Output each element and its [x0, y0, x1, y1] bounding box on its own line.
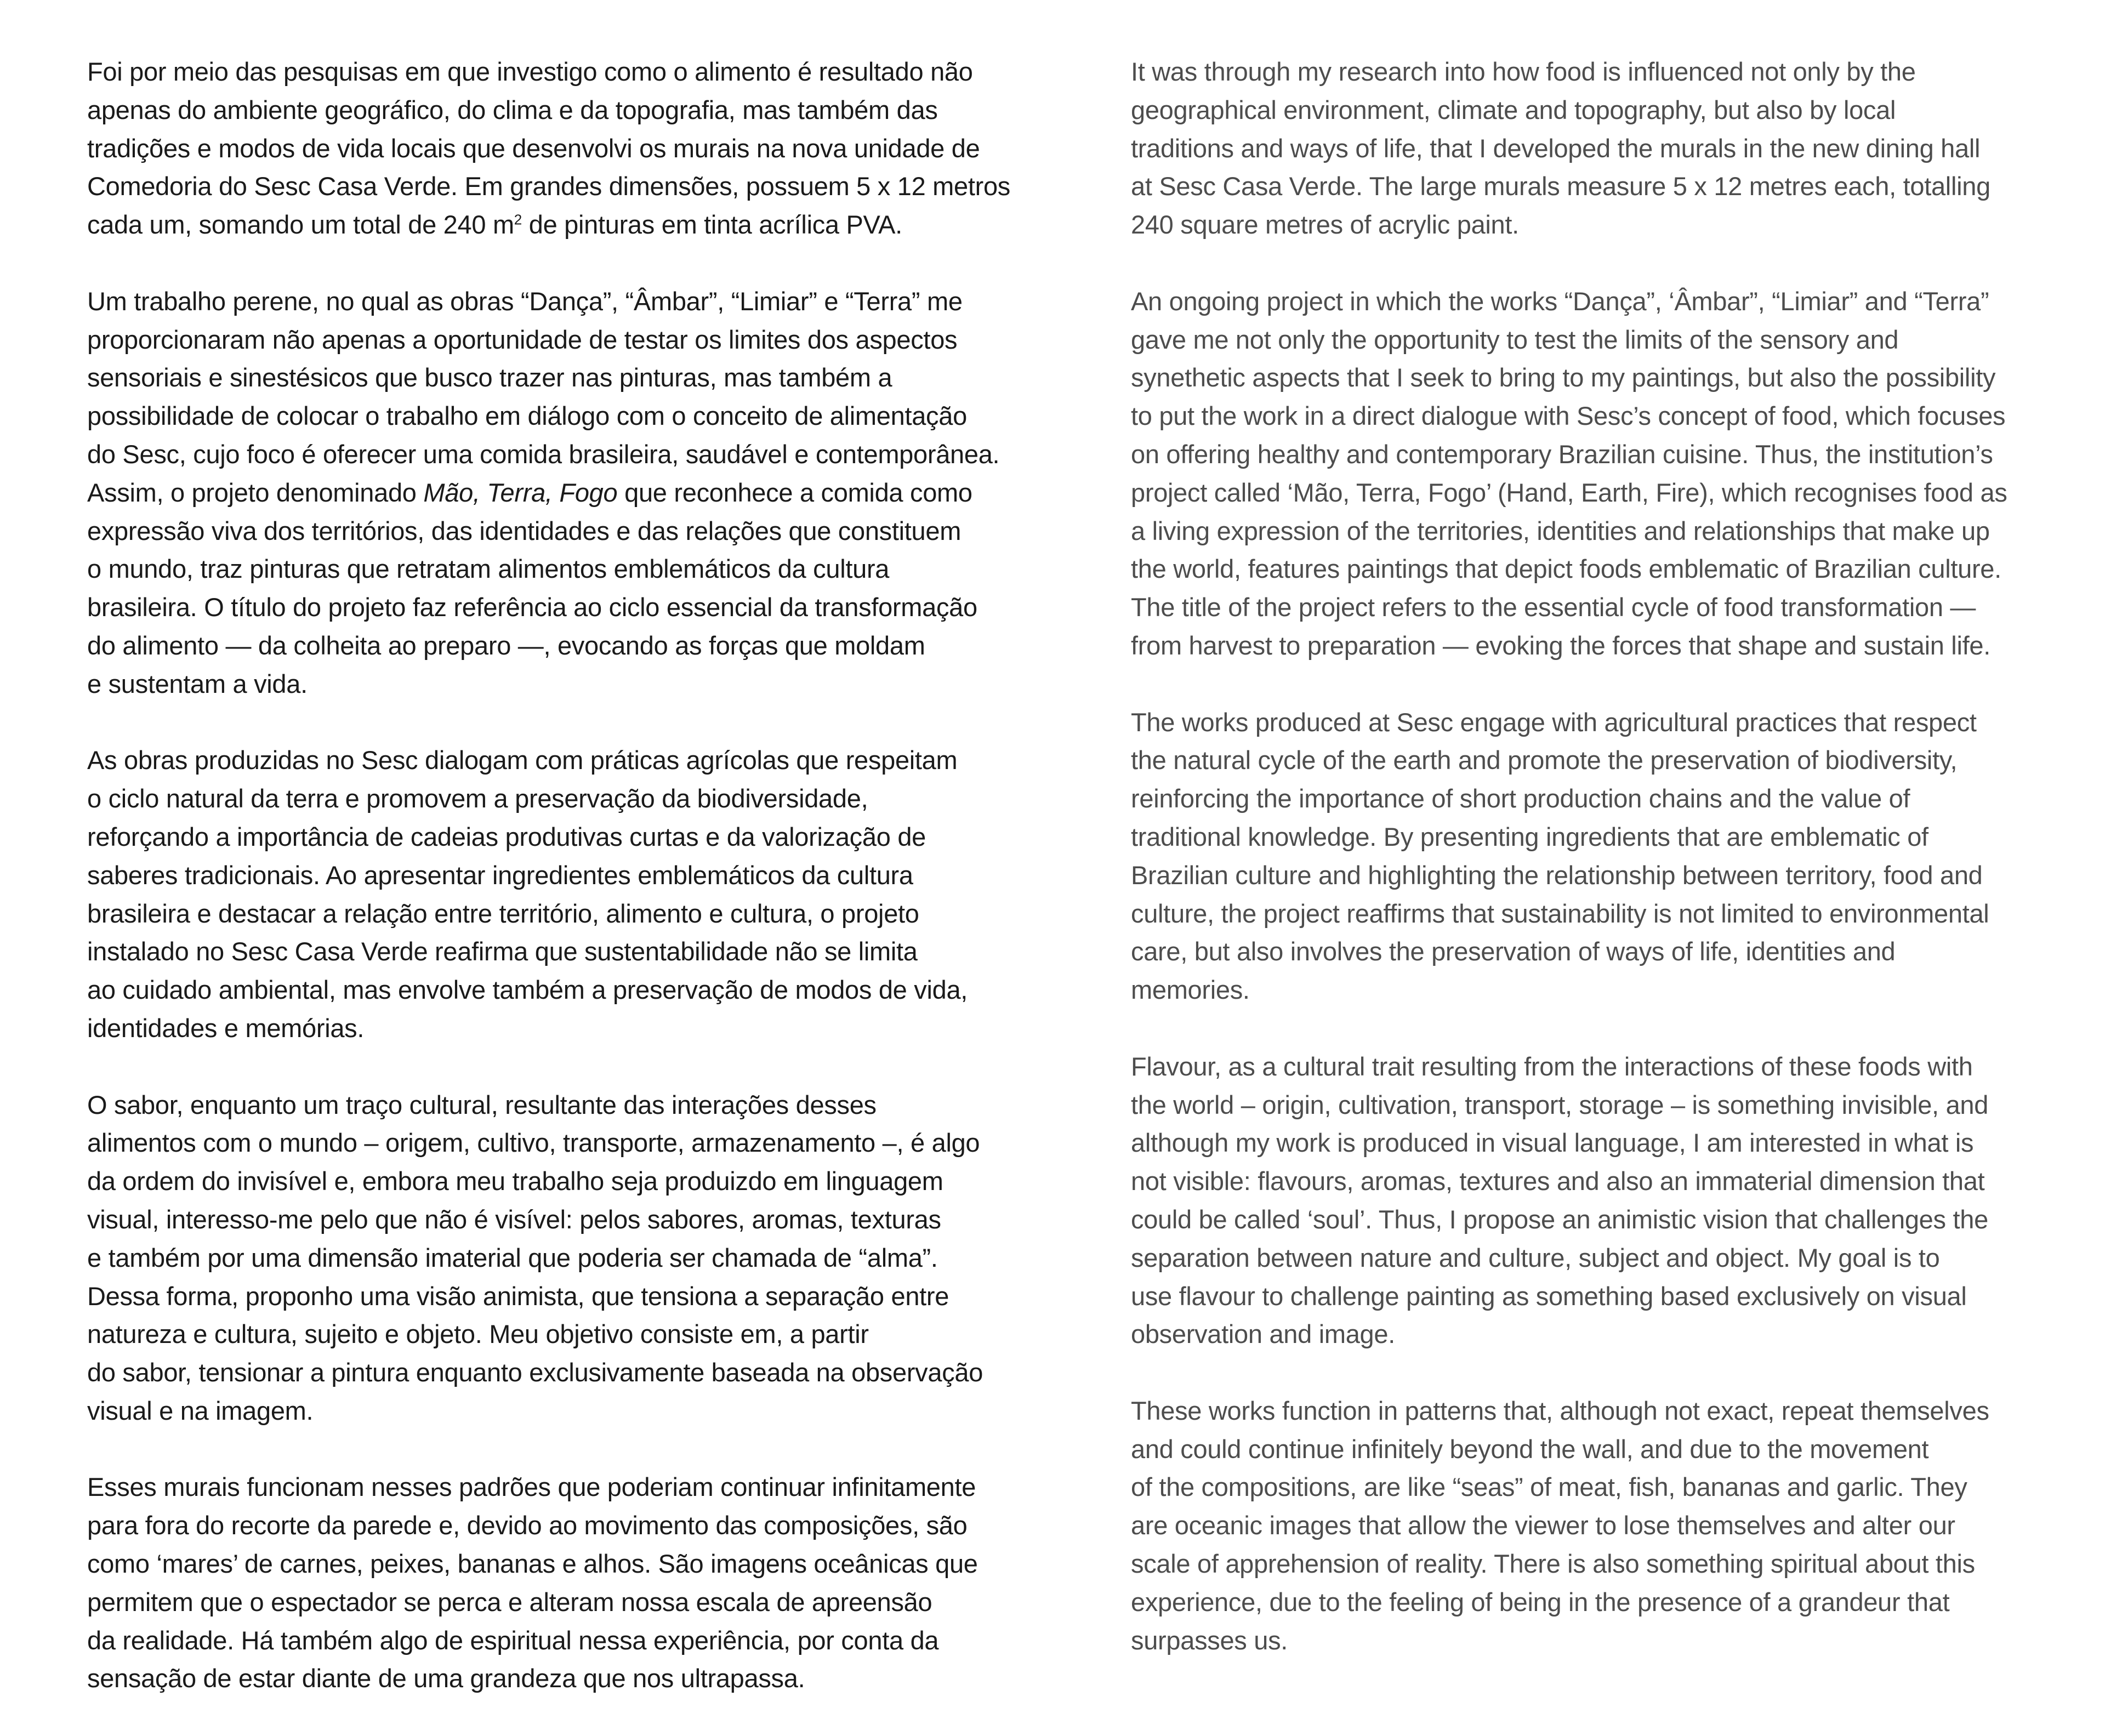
en-p1-line-5: 240 square metres of acrylic paint. — [1131, 210, 1519, 240]
pt-p2-line-6-before: Assim, o projeto denominado — [87, 477, 424, 507]
pt-p2-line-11: e sustentam a vida. — [87, 669, 308, 698]
pt-paragraph-1 — [87, 53, 1011, 244]
en-p4-line-1: Flavour, as a cultural trait resulting from the interactions of these foods with — [1131, 1051, 1973, 1081]
en-p3-line-7: care, but also involves the preservation of ways of life, identities and — [1131, 937, 1896, 966]
en-p5-line-1: These works function in patterns that, although not exact, repeat themselves — [1131, 1396, 1989, 1425]
pt-p2-line-2: proporcionaram não apenas a oportunidade de testar os limites dos aspectos — [87, 325, 958, 354]
en-p2-line-6: project called ‘Mão, Terra, Fogo’ (Hand, Earth, Fire), which recognises food as — [1131, 477, 2007, 507]
en-p1-line-4: at Sesc Casa Verde. The large murals measure 5 x 12 metres each, totalling — [1131, 172, 1990, 201]
pt-p2-line-3: sensoriais e sinestésicos que busco trazer nas pinturas, mas também a — [87, 363, 892, 392]
en-paragraph-3 — [1131, 703, 2074, 1009]
pt-p2-line-6-after: que reconhece a comida como — [617, 477, 972, 507]
pt-p2-line-5: do Sesc, cujo foco é oferecer uma comida brasileira, saudável e contemporânea. — [87, 439, 1000, 469]
pt-p1-line-1: Foi por meio das pesquisas em que investigo como o alimento é resultado não — [87, 57, 973, 86]
pt-p2-line-4: possibilidade de colocar o trabalho em diálogo com o conceito de alimentação — [87, 401, 967, 431]
pt-p4-line-4: visual, interesso-me pelo que não é visível: pelos sabores, aromas, texturas — [87, 1204, 941, 1234]
portuguese-column — [87, 53, 1011, 1736]
pt-paragraph-3 — [87, 741, 1008, 1047]
pt-p4-line-2: alimentos com o mundo – origem, cultivo, transporte, armazenamento –, é algo — [87, 1128, 980, 1158]
pt-p1-line-3: tradições e modos de vida locais que desenvolvi os murais na nova unidade de — [87, 133, 980, 163]
en-p5-line-7: surpasses us. — [1131, 1625, 1288, 1655]
pt-p3-line-3: reforçando a importância de cadeias produtivas curtas e da valorização de — [87, 822, 926, 851]
pt-p3-line-5: brasileira e destacar a relação entre território, alimento e cultura, o projeto — [87, 898, 919, 928]
pt-p3-line-1: As obras produzidas no Sesc dialogam com práticas agrícolas que respeitam — [87, 745, 958, 775]
pt-p2-line-7: expressão viva dos territórios, das identidades e das relações que constituem — [87, 516, 962, 545]
en-p4-line-2: the world – origin, cultivation, transport, storage – is something invisible, and — [1131, 1090, 1989, 1119]
pt-p3-line-7: ao cuidado ambiental, mas envolve também a preservação de modos de vida, — [87, 975, 968, 1005]
en-p5-line-3: of the compositions, are like “seas” of meat, fish, bananas and garlic. They — [1131, 1472, 1967, 1502]
pt-p1-line-4: Comedoria do Sesc Casa Verde. Em grandes dimensões, possuem 5 x 12 metros — [87, 172, 1011, 201]
en-p3-line-4: traditional knowledge. By presenting ingredients that are emblematic of — [1131, 822, 1928, 851]
en-p3-line-3: reinforcing the importance of short production chains and the value of — [1131, 784, 1910, 813]
en-p4-line-5: could be called ‘soul’. Thus, I propose an animistic vision that challenges the — [1131, 1204, 1988, 1234]
pt-project-title-italic: Mão, Terra, Fogo — [423, 477, 618, 507]
pt-p3-line-6: instalado no Sesc Casa Verde reafirma que sustentabilidade não se limita — [87, 937, 918, 966]
pt-p1-line-5-after: de pinturas em tinta acrílica PVA. — [521, 210, 902, 240]
en-p2-line-8: the world, features paintings that depict foods emblematic of Brazilian culture. — [1131, 554, 2001, 584]
en-p2-line-9: The title of the project refers to the essential cycle of food transformation — — [1131, 593, 1976, 622]
en-p2-line-5: on offering healthy and contemporary Brazilian cuisine. Thus, the institution’s — [1131, 439, 1993, 469]
en-p1-line-2: geographical environment, climate and topography, but also by local — [1131, 95, 1896, 124]
en-p2-line-3: synethetic aspects that I seek to bring to my paintings, but also the possibility — [1131, 363, 1996, 392]
en-p3-line-6: culture, the project reaffirms that sustainability is not limited to environmental — [1131, 898, 1989, 928]
pt-p4-line-8: do sabor, tensionar a pintura enquanto exclusivamente baseada na observação — [87, 1358, 983, 1387]
pt-paragraph-2 — [87, 282, 1008, 703]
en-p5-line-5: scale of apprehension of reality. There is also something spiritual about this — [1131, 1549, 1975, 1579]
pt-p5-line-1: Esses murais funcionam nesses padrões que poderiam continuar infinitamente — [87, 1472, 976, 1502]
pt-p4-line-5: e também por uma dimensão imaterial que poderia ser chamada de “alma”. — [87, 1243, 938, 1272]
pt-p5-line-4: permitem que o espectador se perca e alteram nossa escala de apreensão — [87, 1587, 932, 1617]
english-column — [1131, 53, 2074, 1698]
pt-p4-line-9: visual e na imagem. — [87, 1396, 314, 1425]
en-p2-line-1: An ongoing project in which the works “Dança”, ‘Âmbar”, “Limiar” and “Terra” — [1131, 286, 1989, 316]
en-p5-line-2: and could continue infinitely beyond the wall, and due to the movement — [1131, 1434, 1929, 1464]
en-paragraph-4 — [1131, 1048, 2074, 1353]
pt-p1-line-2: apenas do ambiente geográfico, do clima e da topografia, mas também das — [87, 95, 938, 124]
pt-p4-line-6: Dessa forma, proponho uma visão animista, que tensiona a separação entre — [87, 1281, 949, 1311]
pt-p2-line-1: Um trabalho perene, no qual as obras “Dança”, “Âmbar”, “Limiar” e “Terra” me — [87, 286, 963, 316]
pt-p1-line-5 — [87, 206, 1008, 244]
en-p4-line-6: separation between nature and culture, subject and object. My goal is to — [1131, 1243, 1940, 1272]
pt-paragraph-4 — [87, 1086, 1008, 1430]
en-p2-line-10: from harvest to preparation — evoking the forces that shape and sustain life. — [1131, 630, 1990, 660]
en-p2-line-2: gave me not only the opportunity to test the limits of the sensory and — [1131, 325, 1899, 354]
en-paragraph-5 — [1131, 1392, 2074, 1660]
en-p3-line-5: Brazilian culture and highlighting the relationship between territory, food and — [1131, 860, 1983, 890]
en-p2-line-4: to put the work in a direct dialogue with Sesc’s concept of food, which focuses — [1131, 401, 2006, 431]
en-p4-line-8: observation and image. — [1131, 1319, 1395, 1349]
en-p4-line-7: use flavour to challenge painting as something based exclusively on visual — [1131, 1281, 1967, 1311]
pt-p2-line-10: do alimento — da colheita ao preparo —, evocando as forças que moldam — [87, 630, 925, 660]
pt-p4-line-1: O sabor, enquanto um traço cultural, resultante das interações desses — [87, 1090, 877, 1119]
pt-p1-line-5-before: cada um, somando um total de 240 m — [87, 210, 514, 240]
pt-p2-line-9: brasileira. O título do projeto faz referência ao ciclo essencial da transformação — [87, 593, 977, 622]
pt-p3-line-8: identidades e memórias. — [87, 1013, 365, 1043]
en-p1-line-1: It was through my research into how food is influenced not only by the — [1131, 57, 1916, 86]
pt-p4-line-7: natureza e cultura, sujeito e objeto. Meu objetivo consiste em, a partir — [87, 1319, 869, 1349]
en-p5-line-4: are oceanic images that allow the viewer to lose themselves and alter our — [1131, 1511, 1955, 1540]
en-paragraph-2 — [1131, 282, 2074, 665]
pt-p3-line-4: saberes tradicionais. Ao apresentar ingredientes emblemáticos da cultura — [87, 860, 913, 890]
en-p2-line-7: a living expression of the territories, identities and relationships that make up — [1131, 516, 1990, 545]
en-p1-line-3: traditions and ways of life, that I developed the murals in the new dining hall — [1131, 133, 1981, 163]
pt-p5-line-3: como ‘mares’ de carnes, peixes, bananas e alhos. São imagens oceânicas que — [87, 1549, 978, 1579]
en-p4-line-4: not visible: flavours, aromas, textures and also an immaterial dimension that — [1131, 1166, 1985, 1196]
en-p4-line-3: although my work is produced in visual language, I am interested in what is — [1131, 1128, 1974, 1158]
pt-p5-line-2: para fora do recorte da parede e, devido ao movimento das composições, são — [87, 1511, 968, 1540]
pt-p5-line-5: da realidade. Há também algo de espiritual nessa experiência, por conta da — [87, 1625, 939, 1655]
pt-superscript-2: 2 — [514, 211, 522, 228]
en-paragraph-1 — [1131, 53, 2074, 244]
pt-p2-line-6 — [87, 474, 1008, 512]
en-p3-line-1: The works produced at Sesc engage with agricultural practices that respect — [1131, 707, 1977, 737]
en-p3-line-8: memories. — [1131, 975, 1250, 1005]
pt-p3-line-2: o ciclo natural da terra e promovem a preservação da biodiversidade, — [87, 784, 868, 813]
en-p5-line-6: experience, due to the feeling of being in the presence of a grandeur that — [1131, 1587, 1950, 1617]
pt-p4-line-3: da ordem do invisível e, embora meu trabalho seja produizdo em linguagem — [87, 1166, 943, 1196]
pt-paragraph-5 — [87, 1468, 1008, 1698]
en-p3-line-2: the natural cycle of the earth and promote the preservation of biodiversity, — [1131, 745, 1958, 775]
pt-p2-line-8: o mundo, traz pinturas que retratam alimentos emblemáticos da cultura — [87, 554, 890, 584]
pt-p5-line-6: sensação de estar diante de uma grandeza que nos ultrapassa. — [87, 1664, 805, 1693]
